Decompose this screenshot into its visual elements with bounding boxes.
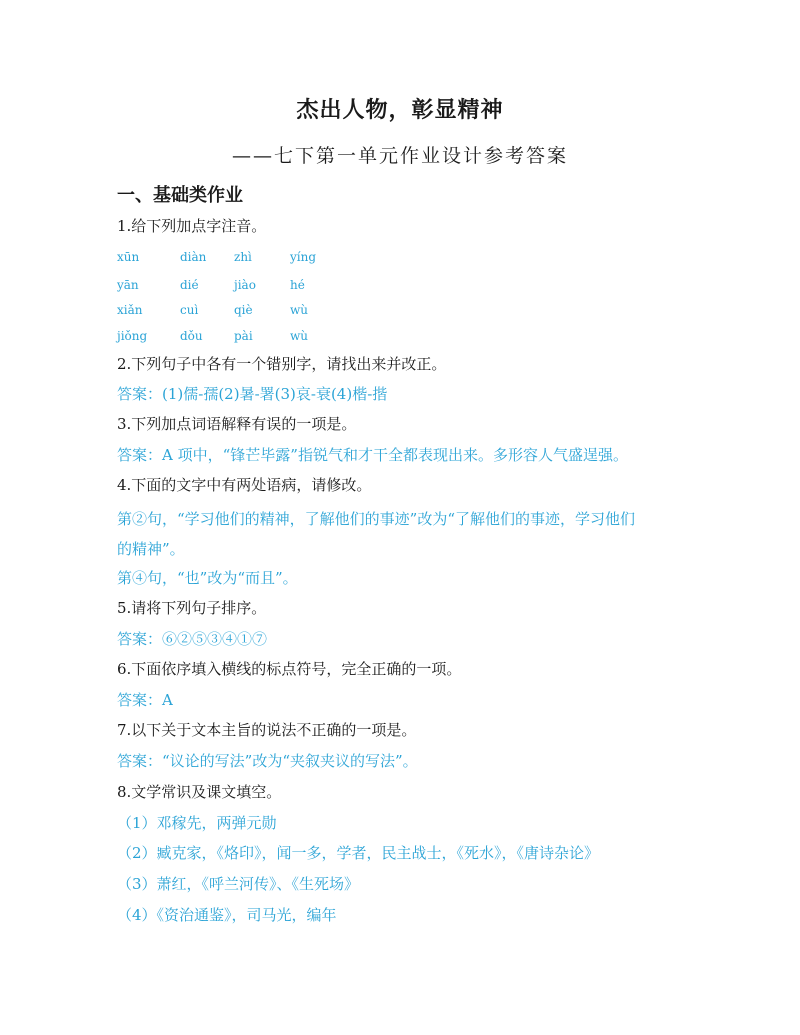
- question-7: 7.以下关于文本主旨的说法不正确的一项是。: [117, 721, 417, 739]
- question-3: 3.下列加点词语解释有误的一项是。: [117, 415, 357, 433]
- answer-2: 答案：(1)儒-孺(2)暑-署(3)哀-衰(4)楷-揩: [117, 385, 388, 403]
- pinyin-item: pài: [234, 329, 253, 343]
- answer-5: 答案：⑥②⑤③④①⑦: [117, 630, 268, 648]
- pinyin-item: wù: [290, 329, 308, 343]
- question-2: 2.下列句子中各有一个错别字，请找出来并改正。: [117, 355, 447, 373]
- pinyin-item: diàn: [180, 250, 207, 264]
- question-6: 6.下面依序填入横线的标点符号，完全正确的一项。: [117, 660, 462, 678]
- answer-8-item: （2）臧克家，《烙印》，闻一多，学者，民主战士，《死水》，《唐诗杂论》: [117, 844, 600, 862]
- pinyin-item: jiào: [234, 278, 256, 292]
- pinyin-item: xūn: [117, 250, 140, 264]
- answer-8-item: （4）《资治通鉴》，司马光，编年: [117, 906, 337, 924]
- pinyin-item: hé: [290, 278, 305, 292]
- pinyin-item: cuì: [180, 303, 199, 317]
- pinyin-item: xiǎn: [117, 303, 143, 317]
- answer-4-line-2: 的精神”。: [117, 540, 185, 558]
- answer-6: 答案：A: [117, 691, 173, 709]
- pinyin-item: wù: [290, 303, 308, 317]
- pinyin-item: yíng: [290, 250, 317, 264]
- pinyin-item: dǒu: [180, 329, 203, 343]
- page-title: 杰出人物，彰显精神: [296, 98, 504, 123]
- pinyin-item: dié: [180, 278, 199, 292]
- pinyin-item: jiǒng: [117, 329, 148, 343]
- question-5: 5.请将下列句子排序。: [117, 599, 267, 617]
- answer-8-item: （1）邓稼先，两弹元勋: [117, 814, 277, 832]
- answer-7: 答案：“议论的写法”改为“夹叙夹议的写法”。: [117, 752, 418, 770]
- answer-3: 答案：A 项中，“锋芒毕露”指锐气和才干全都表现出来。多形容人气盛逞强。: [117, 446, 628, 464]
- pinyin-item: qiè: [234, 303, 253, 317]
- pinyin-item: zhì: [234, 250, 252, 264]
- question-4: 4.下面的文字中有两处语病，请修改。: [117, 476, 372, 494]
- answer-4-line-1: 第②句，“学习他们的精神，了解他们的事迹”改为“了解他们的事迹，学习他们: [117, 510, 636, 528]
- section-heading: 一、基础类作业: [117, 185, 243, 206]
- page-subtitle: ——七下第一单元作业设计参考答案: [231, 145, 568, 167]
- question-1: 1.给下列加点字注音。: [117, 217, 267, 235]
- question-8: 8.文学常识及课文填空。: [117, 783, 282, 801]
- pinyin-item: yān: [117, 278, 139, 292]
- answer-4-line-3: 第④句，“也”改为“而且”。: [117, 569, 298, 587]
- answer-8-item: （3）萧红，《呼兰河传》、《生死场》: [117, 875, 360, 893]
